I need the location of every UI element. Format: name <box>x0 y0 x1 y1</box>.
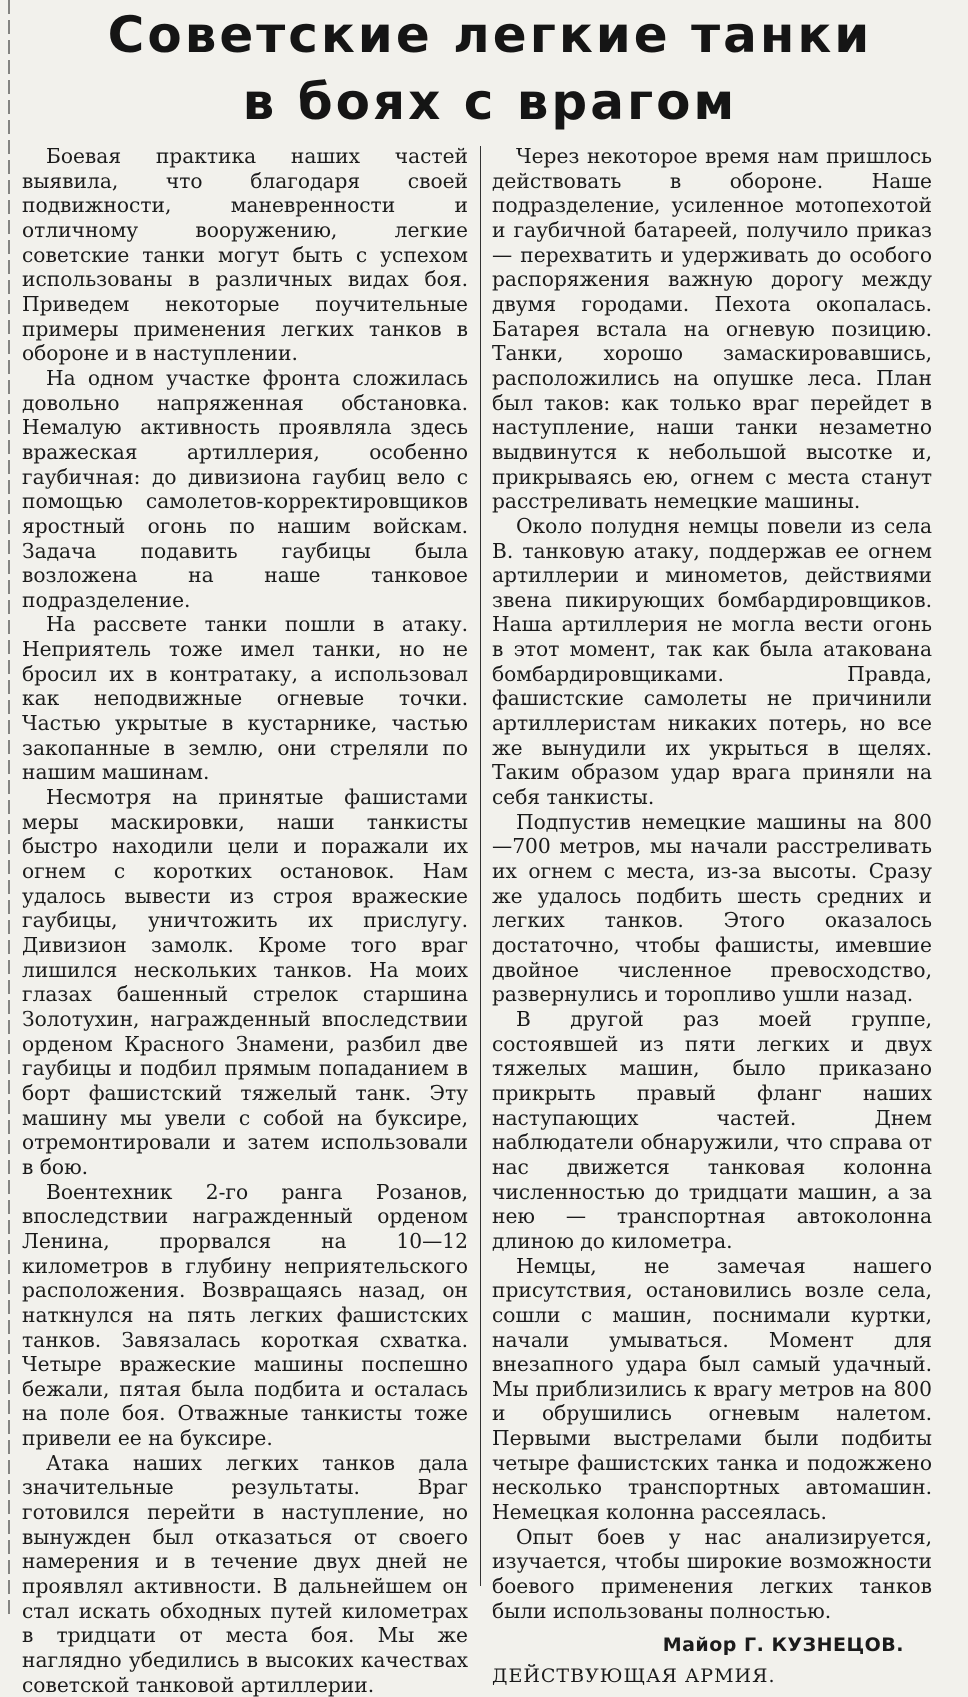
left-column <box>22 144 468 1697</box>
article-headline <box>40 2 940 136</box>
column-divider <box>480 146 481 1586</box>
paragraph: Подпустив немецкие машины на 800—700 метров, мы начали расстреливать их огнем с места, из-за высоты. Сразу же удалось подбить шесть средних и легких танков. Этого оказалось достаточно, чтобы фашисты, имевшие двойное численное превосходство, развернулись и торопливо ушли назад. <box>492 809 932 1007</box>
paragraph: На одном участке фронта сложилась довольно напряженная обстановка. Немалую активность проявляла здесь вражеская артиллерия, особенно гаубичная: до дивизиона гаубиц вело с помощью самолетов-корректировщиков яростный огонь по нашим войскам. Задача подавить гаубицы была возложена на наше танковое подразделение. <box>22 365 468 612</box>
headline-line-2: в боях с врагом <box>242 73 738 131</box>
page-edge-rule <box>8 0 10 1614</box>
paragraph: Несмотря на принятые фашистами меры маскировки, наши танкисты быстро находили цели и поражали их огнем с коротких остановок. Нам удалось вывести из строя вражеские гаубицы, уничтожить их прислугу. Дивизион замолк. Кроме того враг лишился нескольких танков. На моих глазах башенный стрелок старшина Золотухин, награжденный впоследствии орденом Красного Знамени, разбил две гаубицы и подбил прямым попаданием в борт фашистский тяжелый танк. Эту машину мы увели с собой на буксире, отремонтировали и затем использовали в бою. <box>22 785 468 1179</box>
paragraph: Немцы, не замечая нашего присутствия, остановились возле села, сошли с машин, поснимали куртки, начали умываться. Момент для внезапного удара был самый удачный. Мы приблизились к врагу метров на 800 и обрушились огневым налетом. Первыми выстрелами были подбиты четыре фашистских танка и подожжено несколько транспортных автомашин. Немецкая колонна рассеялась. <box>492 1253 932 1525</box>
paragraph: На рассвете танки пошли в атаку. Неприятель тоже имел танки, но не бросил их в контратаку, а использовал как неподвижные огневые точки. Частью укрытые в кустарнике, частью закопанные в землю, они стреляли по нашим машинам. <box>22 612 468 785</box>
paragraph: Опыт боев у нас анализируется, изучается, чтобы широкие возможности боевого применения легких танков были использованы полностью. <box>492 1524 932 1623</box>
paragraph: Атака наших легких танков дала значительные результаты. Враг готовился перейти в наступление, но вынужден был отказаться от своего намерения и в течение двух дней не проявлял активности. В дальнейшем он стал искать обходных путей километрах в тридцати от места боя. Мы же наглядно убедились в высоких качествах советской танковой артиллерии. <box>22 1450 468 1697</box>
paragraph: Воентехник 2-го ранга Розанов, впоследствии награжденный орденом Ленина, прорвался на 10—12 километров в глубину неприятельского расположения. Возвращаясь назад, он наткнулся на пять легких фашистских танков. Завязалась короткая схватка. Четыре вражеские машины поспешно бежали, пятая была подбита и осталась на поле боя. Отважные танкисты тоже привели ее на буксире. <box>22 1179 468 1451</box>
paragraph: В другой раз моей группе, состоявшей из пяти легких и двух тяжелых машин, было приказано прикрыть правый фланг наших наступающих частей. Днем наблюдатели обнаружили, что справа от нас движется танковая колонна численностью до тридцати машин, а за нею — транспортная автоколонна длиною до километра. <box>492 1006 933 1253</box>
dateline-unit: ДЕЙСТВУЮЩАЯ АРМИЯ. <box>492 1665 776 1688</box>
paragraph: Через некоторое время нам пришлось действовать в обороне. Наше подразделение, усиленное мотопехотой и гаубичной батареей, получило приказ — перехватить и удерживать до особого распоряжения важную дорогу между двумя городами. Пехота окопалась. Батарея встала на огневую позицию. Танки, хорошо замаскировавшись, расположились на опушке леса. План был таков: как только враг перейдет в наступление, наши танки незаметно выдвинутся к небольшой высотке и, прикрываясь ею, огнем с места станут расстреливать немецкие машины. <box>492 144 932 514</box>
author-signature: Майор Г. КУЗНЕЦОВ. <box>662 1634 904 1657</box>
headline-line-1: Советские легкие танки <box>107 6 873 64</box>
paragraph: Около полудня немцы повели из села В. танковую атаку, поддержав ее огнем артиллерии и минометов, действиями звена пикирующих бомбардировщиков. Наша артиллерия не могла вести огонь в этот момент, так как была атакована бомбардировщиками. Правда, фашистские самолеты не причинили артиллеристам никаких потерь, но все же вынудили их укрыться в щелях. Таким образом удар врага приняли на себя танкисты. <box>492 513 932 810</box>
paragraph: Боевая практика наших частей выявила, что благодаря своей подвижности, маневренности и отличному вооружению, легкие советские танки могут быть с успехом использованы в различных видах боя. Приведем некоторые поучительные примеры применения легких танков в обороне и в наступлении. <box>22 144 468 366</box>
right-column <box>492 144 933 1688</box>
